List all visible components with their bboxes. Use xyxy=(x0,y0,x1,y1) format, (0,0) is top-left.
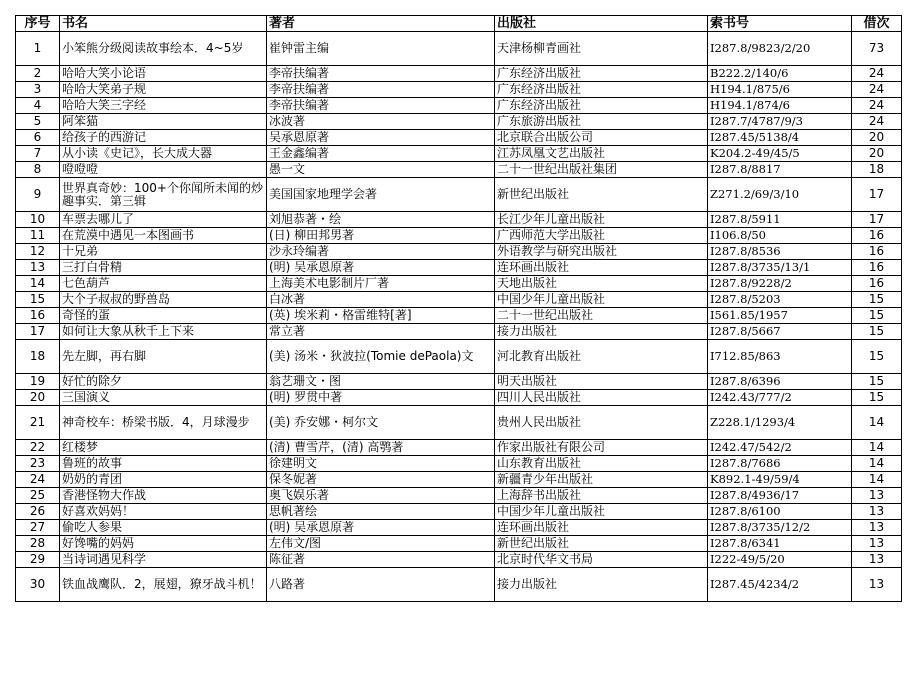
serial-number-cell: 1 xyxy=(16,32,60,66)
header-book-title: 书名 xyxy=(60,16,267,32)
call-number-cell: I287.8/9823/2/20 xyxy=(708,32,852,66)
table-row xyxy=(16,340,902,374)
book-title-cell: 偷吃人参果 xyxy=(60,520,267,536)
borrow-count-cell: 13 xyxy=(852,520,902,536)
serial-number-cell: 19 xyxy=(16,374,60,390)
publisher-cell: 连环画出版社 xyxy=(495,260,708,276)
book-title-cell: 给孩子的西游记 xyxy=(60,130,267,146)
table-row xyxy=(16,456,902,472)
borrow-count-cell: 16 xyxy=(852,228,902,244)
call-number-cell: I287.8/6100 xyxy=(708,504,852,520)
author-cell: 白冰著 xyxy=(267,292,495,308)
author-cell: 保冬妮著 xyxy=(267,472,495,488)
author-cell: 李帝扶编著 xyxy=(267,98,495,114)
author-cell: (美) 乔安娜・柯尔文 xyxy=(267,406,495,440)
borrow-count-cell: 17 xyxy=(852,212,902,228)
author-cell: 王金鑫编著 xyxy=(267,146,495,162)
borrow-count-cell: 24 xyxy=(852,114,902,130)
serial-number-cell: 21 xyxy=(16,406,60,440)
book-title-cell: 如何让大象从秋千上下来 xyxy=(60,324,267,340)
borrow-count-cell: 24 xyxy=(852,82,902,98)
serial-number-cell: 15 xyxy=(16,292,60,308)
borrow-count-cell: 73 xyxy=(852,32,902,66)
publisher-cell: 长江少年儿童出版社 xyxy=(495,212,708,228)
call-number-cell: I287.8/7686 xyxy=(708,456,852,472)
borrow-count-cell: 20 xyxy=(852,130,902,146)
borrow-count-cell: 17 xyxy=(852,178,902,212)
author-cell: 吴承恩原著 xyxy=(267,130,495,146)
author-cell: 上海美术电影制片厂著 xyxy=(267,276,495,292)
serial-number-cell: 18 xyxy=(16,340,60,374)
serial-number-cell: 30 xyxy=(16,568,60,602)
borrow-count-cell: 16 xyxy=(852,244,902,260)
publisher-cell: 中国少年儿童出版社 xyxy=(495,504,708,520)
table-row xyxy=(16,536,902,552)
serial-number-cell: 28 xyxy=(16,536,60,552)
table-row xyxy=(16,504,902,520)
borrow-count-cell: 13 xyxy=(852,488,902,504)
book-title-cell: 大个子叔叔的野兽岛 xyxy=(60,292,267,308)
serial-number-cell: 3 xyxy=(16,82,60,98)
serial-number-cell: 4 xyxy=(16,98,60,114)
serial-number-cell: 22 xyxy=(16,440,60,456)
serial-number-cell: 11 xyxy=(16,228,60,244)
table-row xyxy=(16,130,902,146)
serial-number-cell: 29 xyxy=(16,552,60,568)
table-row xyxy=(16,212,902,228)
book-title-cell: 十兄弟 xyxy=(60,244,267,260)
borrow-count-cell: 16 xyxy=(852,260,902,276)
serial-number-cell: 2 xyxy=(16,66,60,82)
author-cell: 美国国家地理学会著 xyxy=(267,178,495,212)
book-title-cell: 从小读《史记》，长大成大器 xyxy=(60,146,267,162)
book-title-cell: 阿笨猫 xyxy=(60,114,267,130)
table-row xyxy=(16,276,902,292)
serial-number-cell: 24 xyxy=(16,472,60,488)
author-cell: (日) 柳田邦男著 xyxy=(267,228,495,244)
call-number-cell: I287.8/6396 xyxy=(708,374,852,390)
call-number-cell: I287.45/4234/2 xyxy=(708,568,852,602)
borrow-count-cell: 15 xyxy=(852,292,902,308)
borrow-count-cell: 20 xyxy=(852,146,902,162)
table-row xyxy=(16,308,902,324)
serial-number-cell: 17 xyxy=(16,324,60,340)
author-cell: 冰波著 xyxy=(267,114,495,130)
call-number-cell: I287.7/4787/9/3 xyxy=(708,114,852,130)
publisher-cell: 上海辞书出版社 xyxy=(495,488,708,504)
book-title-cell: 哈哈大笑小论语 xyxy=(60,66,267,82)
publisher-cell: 广西师范大学出版社 xyxy=(495,228,708,244)
serial-number-cell: 14 xyxy=(16,276,60,292)
table-row xyxy=(16,520,902,536)
call-number-cell: I242.47/542/2 xyxy=(708,440,852,456)
publisher-cell: 北京联合出版公司 xyxy=(495,130,708,146)
serial-number-cell: 12 xyxy=(16,244,60,260)
call-number-cell: I712.85/863 xyxy=(708,340,852,374)
borrow-count-cell: 15 xyxy=(852,340,902,374)
book-title-cell: 车票去哪儿了 xyxy=(60,212,267,228)
book-title-cell: 先左脚，再右脚 xyxy=(60,340,267,374)
publisher-cell: 四川人民出版社 xyxy=(495,390,708,406)
call-number-cell: I287.8/9228/2 xyxy=(708,276,852,292)
table-row xyxy=(16,552,902,568)
book-title-cell: 当诗词遇见科学 xyxy=(60,552,267,568)
table-row xyxy=(16,178,902,212)
table-row xyxy=(16,82,902,98)
borrow-count-cell: 14 xyxy=(852,440,902,456)
header-publisher: 出版社 xyxy=(495,16,708,32)
borrow-count-cell: 13 xyxy=(852,552,902,568)
publisher-cell: 二十一世纪出版社集团 xyxy=(495,162,708,178)
book-title-cell: 红楼梦 xyxy=(60,440,267,456)
table-row xyxy=(16,406,902,440)
publisher-cell: 作家出版社有限公司 xyxy=(495,440,708,456)
author-cell: 八路著 xyxy=(267,568,495,602)
borrow-count-cell: 15 xyxy=(852,374,902,390)
book-title-cell: 香港怪物大作战 xyxy=(60,488,267,504)
book-title-cell: 三打白骨精 xyxy=(60,260,267,276)
call-number-cell: H194.1/875/6 xyxy=(708,82,852,98)
book-title-cell: 神奇校车：桥梁书版．4，月球漫步 xyxy=(60,406,267,440)
call-number-cell: I287.8/5911 xyxy=(708,212,852,228)
publisher-cell: 贵州人民出版社 xyxy=(495,406,708,440)
header-borrow-count: 借次 xyxy=(852,16,902,32)
table-row xyxy=(16,260,902,276)
author-cell: 常立著 xyxy=(267,324,495,340)
serial-number-cell: 7 xyxy=(16,146,60,162)
book-title-cell: 好喜欢妈妈！ xyxy=(60,504,267,520)
publisher-cell: 广东经济出版社 xyxy=(495,98,708,114)
publisher-cell: 河北教育出版社 xyxy=(495,340,708,374)
publisher-cell: 江苏凤凰文艺出版社 xyxy=(495,146,708,162)
borrow-count-cell: 15 xyxy=(852,324,902,340)
borrow-count-cell: 13 xyxy=(852,504,902,520)
author-cell: 奥飞娱乐著 xyxy=(267,488,495,504)
author-cell: 沙永玲编著 xyxy=(267,244,495,260)
call-number-cell: I106.8/50 xyxy=(708,228,852,244)
serial-number-cell: 16 xyxy=(16,308,60,324)
author-cell: 崔钟雷主编 xyxy=(267,32,495,66)
serial-number-cell: 20 xyxy=(16,390,60,406)
table-row xyxy=(16,146,902,162)
author-cell: 愚一文 xyxy=(267,162,495,178)
header-serial-number: 序号 xyxy=(16,16,60,32)
borrow-ranking-table xyxy=(15,15,902,602)
serial-number-cell: 10 xyxy=(16,212,60,228)
call-number-cell: Z228.1/1293/4 xyxy=(708,406,852,440)
table-row xyxy=(16,374,902,390)
table-row xyxy=(16,440,902,456)
author-cell: 刘旭恭著・绘 xyxy=(267,212,495,228)
author-cell: (英) 埃米莉・格雷维特[著] xyxy=(267,308,495,324)
publisher-cell: 广东旅游出版社 xyxy=(495,114,708,130)
serial-number-cell: 25 xyxy=(16,488,60,504)
author-cell: (明) 罗贯中著 xyxy=(267,390,495,406)
call-number-cell: I561.85/1957 xyxy=(708,308,852,324)
call-number-cell: I287.8/3735/13/1 xyxy=(708,260,852,276)
table-row xyxy=(16,324,902,340)
book-title-cell: 噔噔噔 xyxy=(60,162,267,178)
publisher-cell: 二十一世纪出版社 xyxy=(495,308,708,324)
call-number-cell: I287.8/5667 xyxy=(708,324,852,340)
book-title-cell: 世界真奇妙：100+个你闻所未闻的炒趣事实．第三辑 xyxy=(60,178,267,212)
borrow-count-cell: 14 xyxy=(852,406,902,440)
borrow-count-cell: 15 xyxy=(852,308,902,324)
call-number-cell: I287.8/8817 xyxy=(708,162,852,178)
call-number-cell: H194.1/874/6 xyxy=(708,98,852,114)
serial-number-cell: 27 xyxy=(16,520,60,536)
borrow-count-cell: 24 xyxy=(852,98,902,114)
call-number-cell: I287.45/5138/4 xyxy=(708,130,852,146)
author-cell: 翁艺珊文・图 xyxy=(267,374,495,390)
book-title-cell: 奶奶的青团 xyxy=(60,472,267,488)
book-title-cell: 好忙的除夕 xyxy=(60,374,267,390)
author-cell: 徐建明文 xyxy=(267,456,495,472)
call-number-cell: I222-49/5/20 xyxy=(708,552,852,568)
call-number-cell: Z271.2/69/3/10 xyxy=(708,178,852,212)
table-row xyxy=(16,390,902,406)
serial-number-cell: 26 xyxy=(16,504,60,520)
header-row xyxy=(16,16,902,32)
book-title-cell: 小笨熊分级阅读故事绘本．4~5岁 xyxy=(60,32,267,66)
book-title-cell: 哈哈大笑弟子规 xyxy=(60,82,267,98)
author-cell: (清) 曹雪芹，(清) 高鹗著 xyxy=(267,440,495,456)
author-cell: (明) 吴承恩原著 xyxy=(267,260,495,276)
table-row xyxy=(16,32,902,66)
publisher-cell: 新世纪出版社 xyxy=(495,178,708,212)
table-row xyxy=(16,292,902,308)
serial-number-cell: 13 xyxy=(16,260,60,276)
call-number-cell: K892.1-49/59/4 xyxy=(708,472,852,488)
table-row xyxy=(16,244,902,260)
author-cell: 陈征著 xyxy=(267,552,495,568)
table-row xyxy=(16,472,902,488)
publisher-cell: 广东经济出版社 xyxy=(495,82,708,98)
publisher-cell: 接力出版社 xyxy=(495,324,708,340)
table-row xyxy=(16,162,902,178)
table-row xyxy=(16,66,902,82)
author-cell: (美) 汤米・狄波拉(Tomie dePaola)文 xyxy=(267,340,495,374)
book-title-cell: 铁血战鹰队．2，展翅，獠牙战斗机！ xyxy=(60,568,267,602)
book-title-cell: 好馋嘴的妈妈 xyxy=(60,536,267,552)
book-title-cell: 哈哈大笑三字经 xyxy=(60,98,267,114)
call-number-cell: K204.2-49/45/5 xyxy=(708,146,852,162)
call-number-cell: I287.8/3735/12/2 xyxy=(708,520,852,536)
call-number-cell: I287.8/5203 xyxy=(708,292,852,308)
book-title-cell: 三国演义 xyxy=(60,390,267,406)
borrow-count-cell: 18 xyxy=(852,162,902,178)
author-cell: 李帝扶编著 xyxy=(267,82,495,98)
author-cell: 思帆著绘 xyxy=(267,504,495,520)
call-number-cell: I242.43/777/2 xyxy=(708,390,852,406)
borrow-count-cell: 14 xyxy=(852,456,902,472)
table-row xyxy=(16,488,902,504)
call-number-cell: I287.8/6341 xyxy=(708,536,852,552)
borrow-count-cell: 14 xyxy=(852,472,902,488)
publisher-cell: 天津杨柳青画社 xyxy=(495,32,708,66)
book-title-cell: 鲁班的故事 xyxy=(60,456,267,472)
call-number-cell: B222.2/140/6 xyxy=(708,66,852,82)
publisher-cell: 明天出版社 xyxy=(495,374,708,390)
publisher-cell: 天地出版社 xyxy=(495,276,708,292)
serial-number-cell: 23 xyxy=(16,456,60,472)
borrow-count-cell: 16 xyxy=(852,276,902,292)
publisher-cell: 外语教学与研究出版社 xyxy=(495,244,708,260)
book-title-cell: 七色葫芦 xyxy=(60,276,267,292)
borrow-count-cell: 13 xyxy=(852,536,902,552)
publisher-cell: 山东教育出版社 xyxy=(495,456,708,472)
serial-number-cell: 9 xyxy=(16,178,60,212)
header-call-number: 索书号 xyxy=(708,16,852,32)
header-author: 著者 xyxy=(267,16,495,32)
publisher-cell: 中国少年儿童出版社 xyxy=(495,292,708,308)
table-row xyxy=(16,114,902,130)
serial-number-cell: 5 xyxy=(16,114,60,130)
table-row xyxy=(16,98,902,114)
book-title-cell: 奇怪的蛋 xyxy=(60,308,267,324)
serial-number-cell: 8 xyxy=(16,162,60,178)
publisher-cell: 连环画出版社 xyxy=(495,520,708,536)
publisher-cell: 广东经济出版社 xyxy=(495,66,708,82)
author-cell: (明) 吴承恩原著 xyxy=(267,520,495,536)
borrow-count-cell: 15 xyxy=(852,390,902,406)
author-cell: 李帝扶编著 xyxy=(267,66,495,82)
publisher-cell: 新疆青少年出版社 xyxy=(495,472,708,488)
author-cell: 左伟文/图 xyxy=(267,536,495,552)
book-title-cell: 在荒漠中遇见一本图画书 xyxy=(60,228,267,244)
publisher-cell: 北京时代华文书局 xyxy=(495,552,708,568)
borrow-count-cell: 13 xyxy=(852,568,902,602)
publisher-cell: 新世纪出版社 xyxy=(495,536,708,552)
table-row xyxy=(16,568,902,602)
call-number-cell: I287.8/8536 xyxy=(708,244,852,260)
call-number-cell: I287.8/4936/17 xyxy=(708,488,852,504)
publisher-cell: 接力出版社 xyxy=(495,568,708,602)
table-row xyxy=(16,228,902,244)
serial-number-cell: 6 xyxy=(16,130,60,146)
borrow-count-cell: 24 xyxy=(852,66,902,82)
